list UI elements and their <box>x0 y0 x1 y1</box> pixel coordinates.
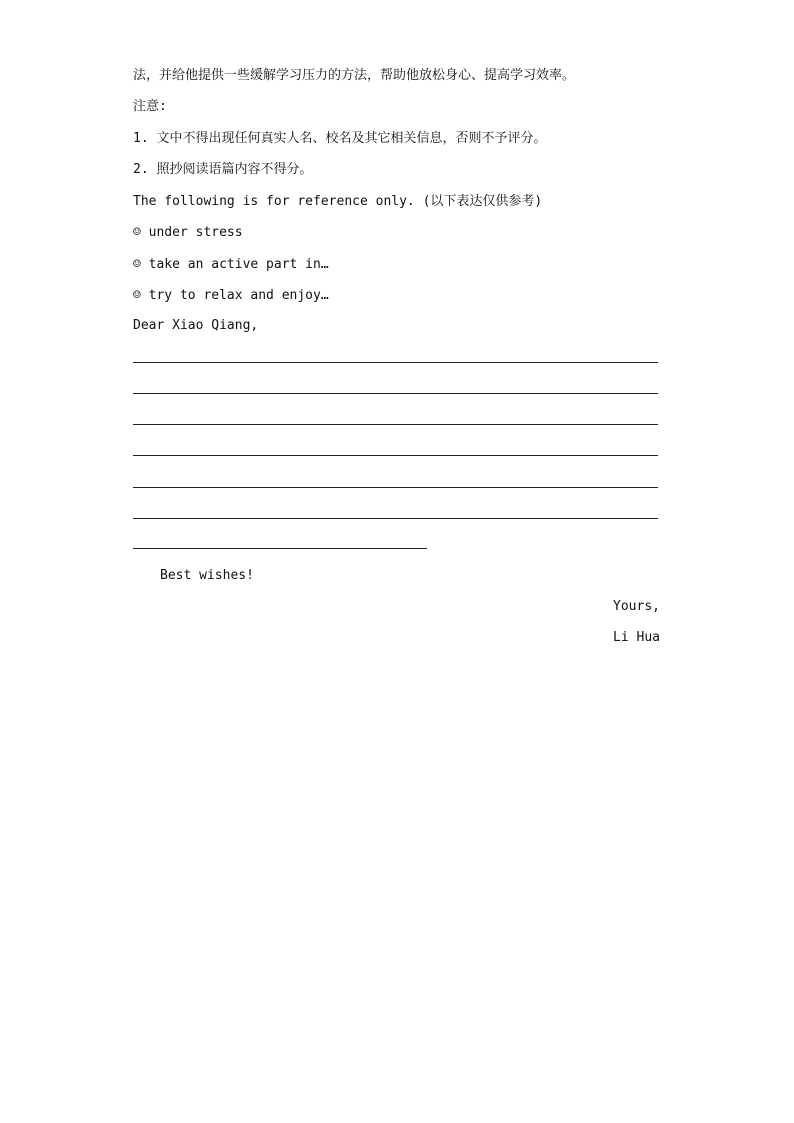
reference-intro: The following is for reference only. (以下表达仅供参考) <box>133 194 543 209</box>
answer-line[interactable] <box>133 393 658 394</box>
answer-line-short[interactable] <box>133 548 427 549</box>
answer-line[interactable] <box>133 487 658 488</box>
letter-closing: Best wishes! <box>160 568 254 583</box>
answer-line[interactable] <box>133 362 658 363</box>
reference-phrase: ☺ under stress <box>133 225 243 240</box>
reference-phrase: ☺ try to relax and enjoy… <box>133 288 329 303</box>
rule-1: 1. 文中不得出现任何真实人名、校名及其它相关信息，否则不予评分。 <box>133 131 547 146</box>
letter-signature: Li Hua <box>613 630 660 645</box>
answer-line[interactable] <box>133 518 658 519</box>
rule-2: 2. 照抄阅读语篇内容不得分。 <box>133 162 313 177</box>
answer-line[interactable] <box>133 424 658 425</box>
answer-line[interactable] <box>133 455 658 456</box>
letter-sign-off: Yours, <box>613 599 660 614</box>
reference-phrase: ☺ take an active part in… <box>133 257 329 272</box>
letter-salutation: Dear Xiao Qiang, <box>133 318 259 333</box>
note-heading: 注意: <box>133 99 167 114</box>
instruction-continuation: 法，并给他提供一些缓解学习压力的方法，帮助他放松身心、提高学习效率。 <box>133 68 576 83</box>
